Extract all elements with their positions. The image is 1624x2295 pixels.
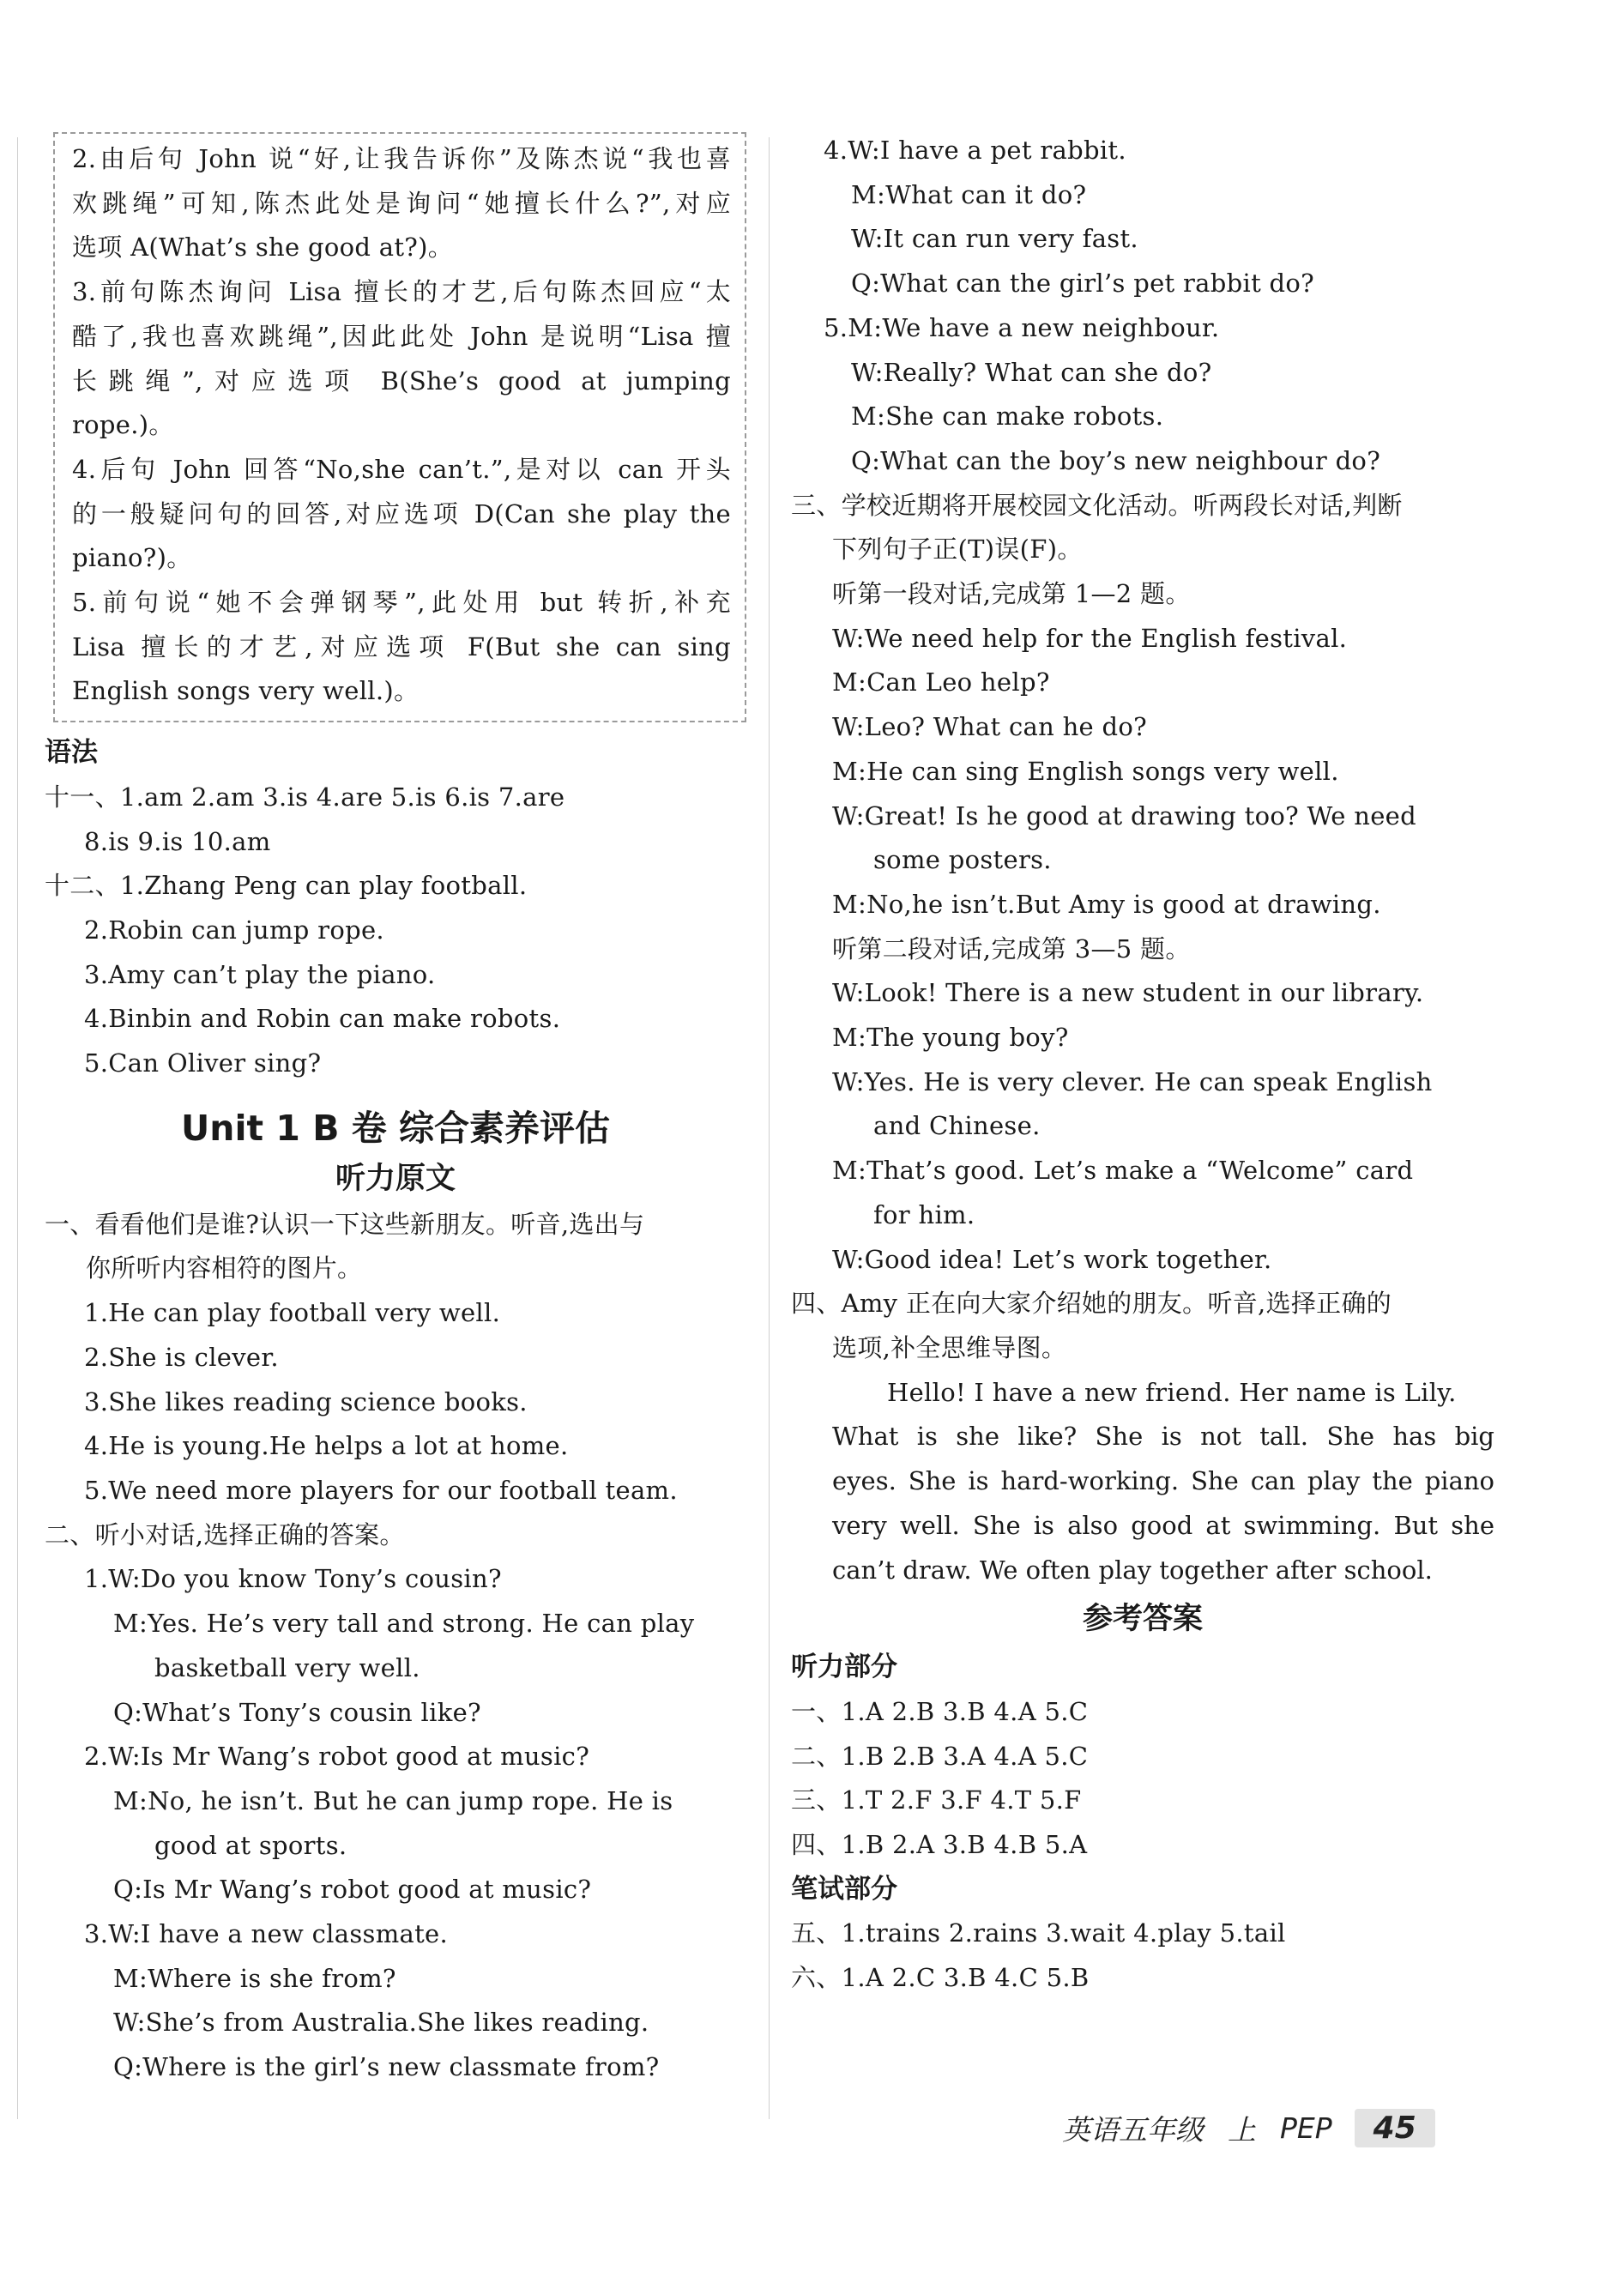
section-3-instruction: 三、学校近期将开展校园文化活动。听两段长对话,判断 — [791, 490, 1403, 520]
written-part-heading: 笔试部分 — [791, 1873, 897, 1905]
dialogue-line: and Chinese. — [873, 1111, 1041, 1141]
dialogue-line: Q:What’s Tony’s cousin like? — [113, 1697, 481, 1727]
dialogue-line: Q:What can the boy’s new neighbour do? — [851, 445, 1381, 475]
dialogue-line: 1.W:Do you know Tony’s cousin? — [84, 1564, 502, 1594]
dialogue-line: 4.W:I have a pet rabbit. — [824, 136, 1126, 165]
section-3-note: 听第一段对话,完成第 1—2 题。 — [832, 579, 1191, 609]
box-line: 5.前句说“她不会弹钢琴”,此处用 but 转折,补充 — [72, 588, 731, 618]
dialogue-line: Q:What can the girl’s pet rabbit do? — [851, 269, 1315, 299]
page-footer — [1062, 2100, 1435, 2155]
dialogue-line: M:No,he isn’t.But Amy is good at drawing. — [832, 889, 1381, 919]
dialogue-line: basketball very well. — [154, 1652, 420, 1682]
grammar-heading: 语法 — [45, 737, 98, 769]
passage-line: eyes. She is hard-working. She can play the piano — [832, 1466, 1494, 1496]
answer-row: 一、1.A 2.B 3.B 4.A 5.C — [791, 1696, 1089, 1726]
box-line: rope.)。 — [72, 410, 174, 440]
dialogue-line: M:What can it do? — [851, 179, 1087, 209]
dialogue-line: W:Yes. He is very clever. He can speak English — [832, 1066, 1433, 1096]
left-column — [45, 129, 746, 2090]
box-line: 的一般疑问句的回答,对应选项 D(Can she play the — [72, 498, 731, 528]
column-rule-middle — [769, 137, 770, 2119]
box-line: 4.后句 John 回答“No,she can’t.”,是对以 can 开头 — [72, 454, 731, 484]
footer-subject: 英语五年级 — [1062, 2112, 1204, 2147]
dialogue-line: M:No, he isn’t. But he can jump rope. He is — [113, 1785, 673, 1815]
column-rule-left — [17, 137, 18, 2119]
script-line: 4.He is young.He helps a lot at home. — [84, 1431, 569, 1461]
dialogue-line: M:He can sing English songs very well. — [832, 756, 1339, 786]
dialogue-line: W:She’s from Australia.She likes reading. — [113, 2008, 649, 2038]
section-1-instruction: 一、看看他们是谁?认识一下这些新朋友。听音,选出与 — [45, 1209, 645, 1239]
q11-answers: 十一、1.am 2.am 3.is 4.are 5.is 6.is 7.are — [45, 782, 565, 812]
dialogue-line: W:Great! Is he good at drawing too? We need — [832, 800, 1417, 830]
section-4-instruction: 选项,补全思维导图。 — [832, 1332, 1067, 1362]
dialogue-line: for him. — [873, 1199, 975, 1229]
passage-line: Hello! I have a new friend. Her name is Lily. — [887, 1377, 1457, 1407]
q12-answer: 2.Robin can jump rope. — [84, 915, 384, 945]
script-line: 2.She is clever. — [84, 1342, 279, 1372]
dialogue-line: 2.W:Is Mr Wang’s robot good at music? — [84, 1742, 590, 1772]
dialogue-line: W:We need help for the English festival. — [832, 623, 1348, 653]
script-line: 5.We need more players for our football team. — [84, 1475, 678, 1505]
box-line: 欢跳绳”可知,陈杰此处是询问“她擅长什么?”,对应 — [72, 188, 731, 218]
dialogue-line: 5.M:We have a new neighbour. — [824, 312, 1220, 342]
passage-line: What is she like? She is not tall. She has big — [832, 1422, 1494, 1452]
footer-edition: PEP — [1280, 2111, 1332, 2145]
page-number: 45 — [1355, 2109, 1435, 2147]
dialogue-line: good at sports. — [154, 1830, 347, 1860]
dialogue-line: W:Really? What can she do? — [851, 357, 1212, 387]
box-line: 2.由后句 John 说“好,让我告诉你”及陈杰说“我也喜 — [72, 144, 731, 173]
dialogue-line: M:Can Leo help? — [832, 667, 1050, 698]
dialogue-line: Q:Is Mr Wang’s robot good at music? — [113, 1875, 592, 1905]
section-4-instruction: 四、Amy 正在向大家介绍她的朋友。听音,选择正确的 — [791, 1289, 1392, 1319]
dialogue-line: W:Leo? What can he do? — [832, 712, 1148, 742]
explanation-box — [53, 132, 746, 722]
q11-answers: 8.is 9.is 10.am — [84, 826, 271, 856]
q12-answer: 3.Amy can’t play the piano. — [84, 959, 436, 989]
section-2-instruction: 二、听小对话,选择正确的答案。 — [45, 1519, 405, 1549]
q12-answer: 5.Can Oliver sing? — [84, 1048, 322, 1078]
dialogue-line: W:Good idea! Let’s work together. — [832, 1244, 1272, 1274]
answer-row: 四、1.B 2.A 3.B 4.B 5.A — [791, 1830, 1088, 1860]
box-line: 3.前句陈杰询问 Lisa 擅长的才艺,后句陈杰回应“太 — [72, 277, 731, 307]
box-line: 长跳绳”,对应选项 B(She’s good at jumping — [72, 365, 731, 396]
dialogue-line: W:Look! There is a new student in our library. — [832, 978, 1424, 1008]
box-line: 选项 A(What’s she good at?)。 — [72, 233, 454, 263]
right-column — [791, 129, 1494, 2001]
dialogue-line: some posters. — [873, 845, 1052, 875]
listening-script-title: 听力原文 — [335, 1161, 456, 1196]
dialogue-line: 3.W:I have a new classmate. — [84, 1919, 449, 1949]
script-line: 3.She likes reading science books. — [84, 1386, 528, 1416]
q12-answer: 4.Binbin and Robin can make robots. — [84, 1004, 561, 1034]
dialogue-line: Q:Where is the girl’s new classmate from? — [113, 2052, 660, 2082]
dialogue-line: M:She can make robots. — [851, 402, 1164, 432]
listening-part-heading: 听力部分 — [791, 1652, 897, 1683]
box-line: 酷了,我也喜欢跳绳”,因此此处 John 是说明“Lisa 擅 — [72, 321, 731, 351]
passage-line: can’t draw. We often play together after school. — [832, 1555, 1433, 1585]
dialogue-line: M:Where is she from? — [113, 1963, 396, 1993]
dialogue-line: M:Yes. He’s very tall and strong. He can play — [113, 1609, 695, 1639]
script-line: 1.He can play football very well. — [84, 1298, 501, 1328]
dialogue-line: M:The young boy? — [832, 1023, 1069, 1053]
box-line: English songs very well.)。 — [72, 676, 420, 706]
answer-row: 三、1.T 2.F 3.F 4.T 5.F — [791, 1785, 1082, 1815]
q12-answer: 十二、1.Zhang Peng can play football. — [45, 871, 528, 901]
box-line: piano?)。 — [72, 543, 192, 573]
answer-row: 五、1.trains 2.rains 3.wait 4.play 5.tail — [791, 1918, 1286, 1948]
dialogue-line: M:That’s good. Let’s make a “Welcome” card — [832, 1156, 1414, 1186]
unit-title: Unit 1 B 卷 综合素养评估 — [180, 1107, 610, 1149]
passage-line: very well. She is also good at swimming. But she — [832, 1510, 1494, 1540]
box-line: Lisa 擅长的才艺,对应选项 F(But she can sing — [72, 631, 731, 661]
answer-row: 六、1.A 2.C 3.B 4.C 5.B — [791, 1963, 1090, 1993]
footer-volume: 上 — [1228, 2112, 1256, 2147]
section-3-note: 听第二段对话,完成第 3—5 题。 — [832, 933, 1191, 963]
dialogue-line: W:It can run very fast. — [851, 224, 1138, 254]
section-1-instruction: 你所听内容相符的图片。 — [86, 1253, 363, 1283]
answers-title: 参考答案 — [1082, 1602, 1203, 1637]
answer-row: 二、1.B 2.B 3.A 4.A 5.C — [791, 1741, 1089, 1771]
section-3-instruction: 下列句子正(T)误(F)。 — [832, 534, 1083, 565]
